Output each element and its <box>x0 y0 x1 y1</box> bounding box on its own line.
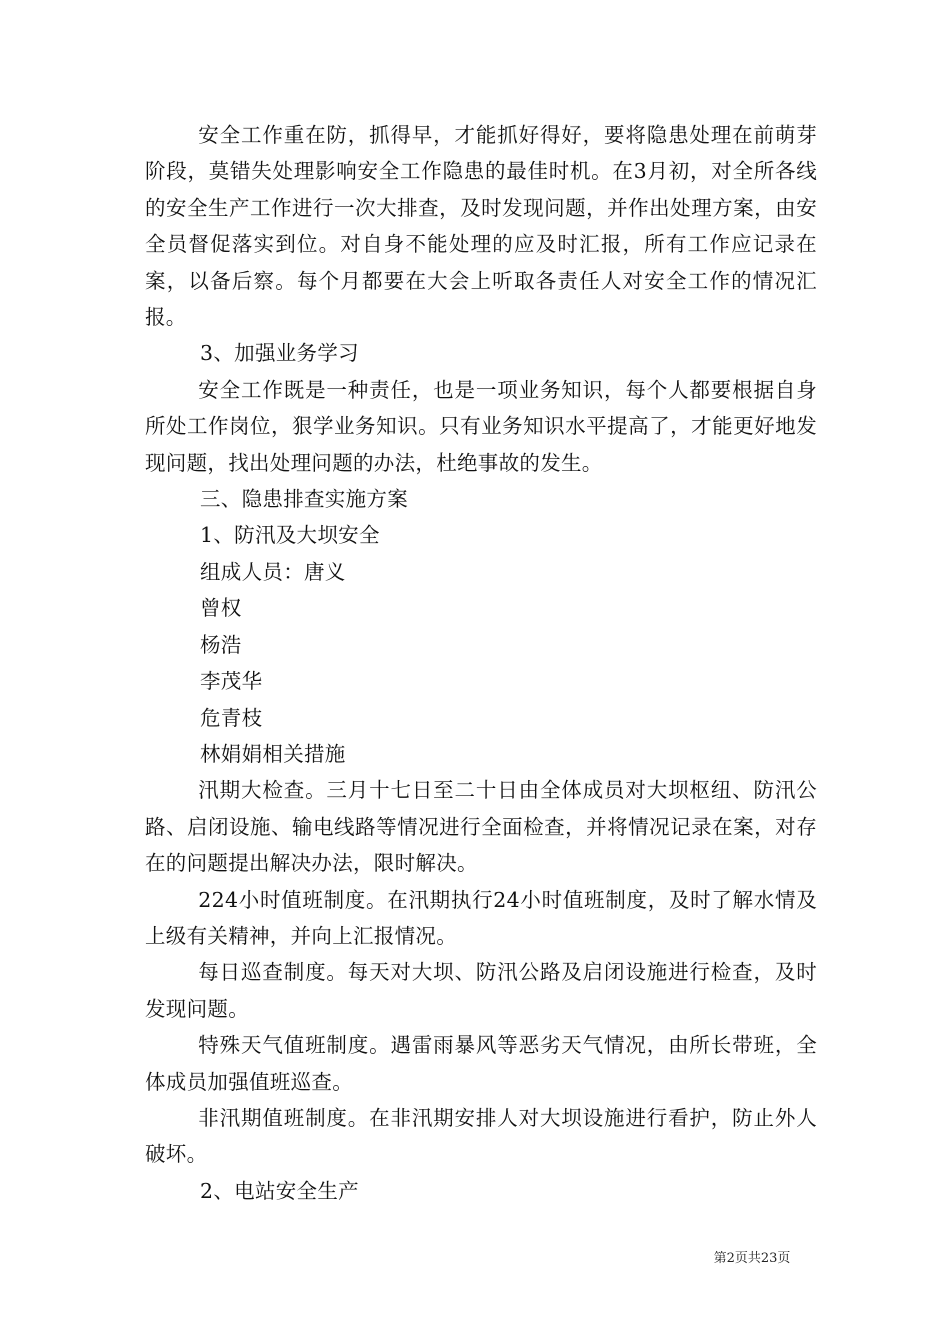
page-number: 第2页共23页 <box>713 1251 791 1266</box>
team-members-line: 组成人员：唐义 <box>200 559 346 584</box>
document-body <box>145 117 817 1209</box>
paragraph-hazard-prevention: 安全工作重在防，抓得早，才能抓好得好，要将隐患处理在前萌芽阶段，莫错失处理影响安全工作隐患的最佳时机。在3月初，对全所各线的安全生产工作进行一次大排查，及时发现问题，并作出处理方案，由安全员督促落实到位。对自身不能处理的应及时汇报，所有工作应记录在案，以备后察。每个月都要在大会上听取各责任人对安全工作的情况汇报。 <box>145 123 817 330</box>
paragraph-special-weather: 特殊天气值班制度。遇雷雨暴风等恶劣天气情况，由所长带班，全体成员加强值班巡查。 <box>145 1033 817 1094</box>
heading-inspection-plan: 三、隐患排查实施方案 <box>200 487 408 512</box>
heading-power-station-safety: 2、电站安全生产 <box>200 1178 359 1203</box>
paragraph-flood-inspection: 汛期大检查。三月十七日至二十日由全体成员对大坝枢纽、防汛公路、启闭设施、输电线路等情况进行全面检查，并将情况记录在案，对存在的问题提出解决办法，限时解决。 <box>145 778 817 876</box>
member-name: 杨浩 <box>200 632 242 657</box>
heading-business-study: 3、加强业务学习 <box>200 341 359 366</box>
member-name: 李茂华 <box>200 669 263 694</box>
heading-flood-dam-safety: 1、防汛及大坝安全 <box>200 523 380 548</box>
paragraph-business-study: 安全工作既是一种责任，也是一项业务知识，每个人都要根据自身所处工作岗位，狠学业务知识。只有业务知识水平提高了，才能更好地发现问题，找出处理问题的办法，杜绝事故的发生。 <box>145 377 817 475</box>
member-name-measures: 林娟娟相关措施 <box>200 741 346 766</box>
paragraph-non-flood-duty: 非汛期值班制度。在非汛期安排人对大坝设施进行看护，防止外人破坏。 <box>145 1105 817 1167</box>
paragraph-24h-duty: 224小时值班制度。在汛期执行24小时值班制度，及时了解水情及上级有关精神，并向上汇报情况。 <box>145 887 817 948</box>
paragraph-daily-patrol: 每日巡查制度。每天对大坝、防汛公路及启闭设施进行检查，及时发现问题。 <box>145 960 817 1021</box>
member-name: 曾权 <box>200 596 242 621</box>
member-name: 危青枝 <box>200 705 263 730</box>
